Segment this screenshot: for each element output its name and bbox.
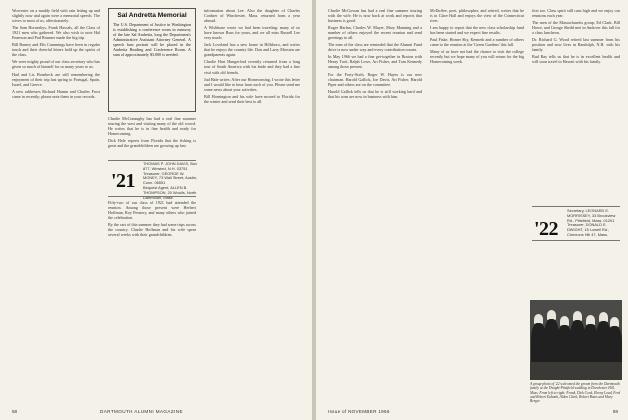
memorial-box	[108, 8, 196, 112]
left-column-3	[204, 8, 300, 400]
paragraph: A Wishbone wrote we had been traveling: many of us have known Russ for years, and we all miss Russell Lee very much.	[204, 25, 300, 41]
divider	[108, 196, 196, 197]
right-page	[316, 0, 628, 420]
paragraph: Jud Hale writes: After our Homecoming, I wrote this letter and I would like to hear from each of you. Please send me some news about your activities.	[204, 76, 300, 92]
paragraph: Dick Hole reports from Florida that the fishing is great and the grandchildren are growing up fast.	[108, 138, 196, 149]
memorial-text: The U.S. Department of Justice in Washington is establishing a conference room in memory of the late Sal Andretta, long the Department's Administrative Assistant Attorney General. A speech bust portrait will be placed in the Andretta Reading and Conference Room. A sum of approximately $3,000 is needed.	[113, 22, 191, 58]
paragraph: Worcester on a muddy field with rain letting up and slightly now and again were a memorial speech. The wives to most of us, affectionately.	[12, 8, 100, 24]
paragraph: Had and Lis Hornbeck are still remembering the enjoyment of their trip last spring to Portugal, Spain, Israel, and Greece.	[12, 71, 100, 87]
treasurer-line: Treasurer, GEORGE W. MONEY, 73 Wall Street, Austin, Conn. 06551	[143, 170, 198, 186]
paragraph: The men of the class are reminded that the Alumni Fund drive is now under way and every contribution counts.	[328, 42, 422, 53]
page-number: 59	[612, 409, 618, 414]
right-column-2	[430, 8, 524, 400]
right-column-3-top	[532, 8, 620, 204]
class-number-22: '22	[534, 218, 559, 240]
paragraph: For the Forty-Sixth, Roger W. Hayes is our new chairman. Harold Gallick, Joe Davis, Art Fisher, Harold Piper and others are on the committee.	[328, 71, 422, 87]
paragraph: By the cart of this summer they had some trips across the country. Charlie Hoffman and his wife spent several weeks with their grandchildren.	[108, 222, 196, 238]
left-column-1	[12, 8, 100, 400]
paragraph: Paul Fiske, Homer Shy, Kenneth and a number of others came to the reunion at the 'Green Gardens' this fall.	[430, 37, 524, 48]
paragraph: Jack Loveland has a new home in Hillsboro, and writes that he enjoys the country life. Don and Larry Marston are grandparents again.	[204, 42, 300, 58]
class-21-heading	[143, 162, 198, 200]
paragraph: In May 1966 we had a fine get-together in Boston with Henry Trott, Ralph Lowe, Art Fisher, and Tom Kennedy among those present.	[328, 54, 422, 70]
paragraph: Many of us have not had the chance to visit the college recently but we hope many of you will return for the big Homecoming week.	[430, 49, 524, 65]
paragraph: The men of the Massachusetts group, Ed Clark, Bill Howe, and George Shedd met in Andover this fall for a class luncheon.	[532, 20, 620, 36]
paragraph: We were mighty proud of our class secretary who has given so much of himself for so many years to us.	[12, 59, 100, 70]
paragraph: Bill Barney and Elis Cummings have been in regular touch and their cheerful letters hold up the spirits of the class.	[12, 42, 100, 58]
paragraph: Harold Gallick tells us that he is still working hard and that his sons are now in business with him.	[328, 88, 422, 99]
paragraph: McDuffee, poet, philosopher, and retired, writes that he is in Clare Hall and enjoys the view of the Connecticut river.	[430, 8, 524, 24]
secretary-line: Secretary, LEONARD E. MORRISSEY, 33 Brookview Rd., Pittsfield, Mass. 01201	[567, 208, 616, 223]
paragraph: Charlie Hart Hungerford recently returned from a long tour of South America with his bride and they had a fine visit with old friends.	[204, 59, 300, 75]
group-photo	[530, 300, 622, 380]
paragraph: Dr. Richard G. Wood retired last summer from his position and now lives in Randolph, N.H. with his family.	[532, 37, 620, 53]
left-column-2-bottom	[108, 200, 196, 392]
memorial-title: Sal Andretta Memorial	[117, 12, 187, 19]
class-22-heading	[567, 209, 622, 238]
right-column-1	[328, 8, 422, 400]
photo-caption: A group photo of '22 welcomed the groom from the Dartmouth family at the Dwight-Pittsfield wedding in Dorchester Hill, Mass. From left to right: Frank, Dick Cook, Ebony Loud, Fred and Robert Eubank, Alden Clark, Robert Bates and Mary Berger.	[530, 382, 621, 404]
divider	[532, 240, 620, 241]
paragraph: first too. Class spirit still runs high and we enjoy our reunions each year.	[532, 8, 620, 19]
page-footer: DARTMOUTH ALUMNI MAGAZINE	[100, 409, 183, 414]
paragraph: Charlie McGowan has had a real fine summer touring with the wife. He is now back at work and reports that business is good.	[328, 8, 422, 24]
page-footer: Issue of NOVEMBER 1966	[328, 409, 390, 414]
paragraph: information about Lee. Also the daughter of Charles Cordner of Winchester, Mass. returned from a year abroad.	[204, 8, 300, 24]
paragraph: Bill Hornington and his wife have moved to Florida for the winter and send their best to all.	[204, 93, 300, 104]
paragraph: A new addresses Richard Hamm and Charles Frost came in recently; please note them in your records.	[12, 88, 100, 99]
paragraph: Fifty-two of our class of 1921 had attended the reunion. Among those present were Herbert Hoffman, Roy Peonery, and many others who joined the celebration.	[108, 200, 196, 221]
paragraph: The Sam Hornesbys, Frank Hascals, all the Class of 1921 men who gathered. We also wish to note Hal Emerson and Pud Brunner made the big trip.	[12, 25, 100, 41]
agent-line: Bequest Agent, ALLEN B. THOMPSON, 20 Woolls, North Dartmouth, Mass.	[143, 184, 197, 200]
treasurer-line: Treasurer, DONALD E. DWIGHT, 15 Lowell Rd., Chevrons Hill 47, Mass.	[567, 222, 610, 237]
divider	[532, 206, 620, 207]
class-number-21: '21	[111, 170, 136, 192]
paragraph: I am happy to report that the new class scholarship fund has been started and we expect fine results.	[430, 25, 524, 36]
left-column-2-top	[108, 116, 196, 160]
paragraph: Bud Ray tells us that he is in excellent health and will soon travel to Hawaii with his family.	[532, 54, 620, 65]
page-number: 58	[12, 409, 18, 414]
paragraph: Roger Harlan, Charles W. Mayer, Mary Manning and a number of others enjoyed the recent reunion and send greetings to all.	[328, 25, 422, 41]
secretary-line: THOMAS P. JOHN DAVIS, Box 877, Winsted, N.H. 03751	[143, 161, 197, 171]
paragraph: Charlie McConaughy has had a real fine summer touring the west and visiting many of the old crowd. He writes that he is in fine health and ready for Homecoming.	[108, 116, 196, 137]
left-page	[0, 0, 312, 420]
